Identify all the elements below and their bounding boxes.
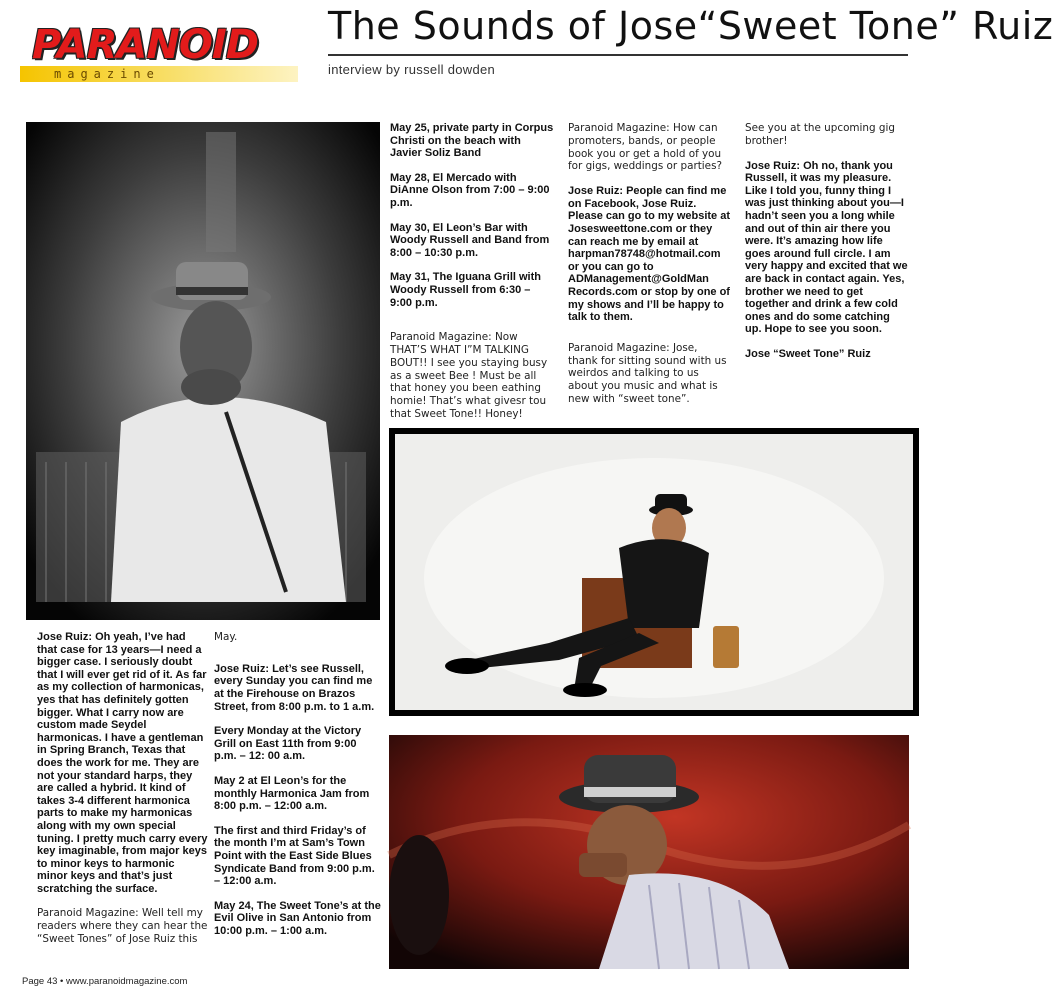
magazine-logo [20,22,298,84]
paragraph-jose-answer-case: Jose Ruiz: Oh yeah, I’ve had that case for 13 years—I need a bigger case. I seriously doubt that I will ever get rid of it. As far as my collection of harmonicas, yes that has definitely gotten bigger. What I carry now are custom made Seydel harmonicas. I have a gentleman in Spring Branch, Texas that does the work for me. They are not your standard harps, they are called a hybrid. It kind of takes 3-4 different harmonica parts to make my harmonicas along with my own special tuning. I pretty much carry every key imaginable, from major keys to minor keys to harmonic minor keys and that’s just scratching the surface. [37,631,208,895]
column-5 [745,122,908,373]
column-1 [37,631,208,958]
paragraph-may-2: May 2 at El Leon’s for the monthly Harmonica Jam from 8:00 p.m. – 12:00 a.m. [214,774,370,813]
paragraph-question-booking: Paranoid Magazine: How can promoters, bands, or people book you or get a hold of you for gigs, weddings or parties? [568,122,723,173]
paragraph-fridays: The first and third Friday’s of the month I’m at Sam’s Town Point with the East Side Blues Syndicate Band from 9:00 p.m. – 12:00 a.m. [214,824,375,888]
paragraph-may-31: May 31, The Iguana Grill with Woody Russell from 6:30 – 9:00 p.m. [390,271,541,309]
column-2 [214,631,382,949]
photo-portrait-harmonica [26,122,380,620]
title-rule [328,54,908,56]
paragraph-question-where: Paranoid Magazine: Well tell my readers where they can hear the “Sweet Tones” of Jose Ruiz this [37,907,208,946]
paragraph-see-you: See you at the upcoming gig brother! [745,122,895,147]
paragraph-may-24: May 24, The Sweet Tone’s at the Evil Olive in San Antonio from 10:00 p.m. – 1:00 a.m. [214,899,381,937]
paragraph-monday: Every Monday at the Victory Grill on East 11th from 9:00 p.m. – 12: 00 a.m. [214,725,362,763]
photo-stage-performance [389,735,909,969]
byline: interview by russell dowden [328,62,496,77]
logo-text: PARANOID [32,22,258,68]
paragraph-question-thanks: Paranoid Magazine: Jose, thank for sitting sound with us weirdos and talking to us about you music and what is new with “sweet tone”. [568,341,727,405]
column-4 [568,122,730,418]
paragraph-may-25: May 25, private party in Corpus Christi on the beach with Javier Soliz Band [390,122,554,160]
photo-studio-chair [389,428,919,716]
article-title: The Sounds of Jose“Sweet Tone” Ruiz [328,4,1053,48]
paragraph-jose-closing: Jose Ruiz: Oh no, thank you Russell, it was my pleasure. Like I told you, funny thing I was just thinking about you—I hadn’t seen you a long while and out of thin air there you were. It’s amazing how life goes around full circle. I am very happy and excited that we are back in contact again. Yes, brother we need to get together and drink a few cold ones and do some catching up. Hope to see you soon. [745,159,908,336]
paragraph-may-28: May 28, El Mercado with DiAnne Olson from 7:00 – 9:00 p.m. [390,171,550,209]
paragraph-jose-sunday: Jose Ruiz: Let’s see Russell, every Sunday you can find me at the Firehouse on Brazos Street, from 8:00 p.m. to 1 a.m. [214,662,375,713]
paragraph-may: May. [214,631,238,643]
signature-line: Jose “Sweet Tone” Ruiz [745,347,871,360]
paragraph-question-busy: Paranoid Magazine: Now THAT’S WHAT I”M TALKING BOUT!! I see you staying busy as a sweet Bee ! Must be all that honey you been eathing homie! That’s what givesr tou that Sweet Tone!! Honey! [390,331,548,420]
paragraph-jose-contact: Jose Ruiz: People can find me on Facebook, Jose Ruiz. Please can go to my website at Josesweettone.com or they can reach me by email at harpman78748@hotmail.com or you can go to ADManagement@GoldMan Records.com or stop by one of my shows and I’ll be happy to talk to them. [568,185,731,324]
page-footer: Page 43 • www.paranoidmagazine.com [22,976,188,987]
paragraph-may-30: May 30, El Leon’s Bar with Woody Russell and Band from 8:00 – 10:30 p.m. [390,221,550,259]
logo-subtext: magazine [54,67,160,81]
column-3 [390,122,555,433]
